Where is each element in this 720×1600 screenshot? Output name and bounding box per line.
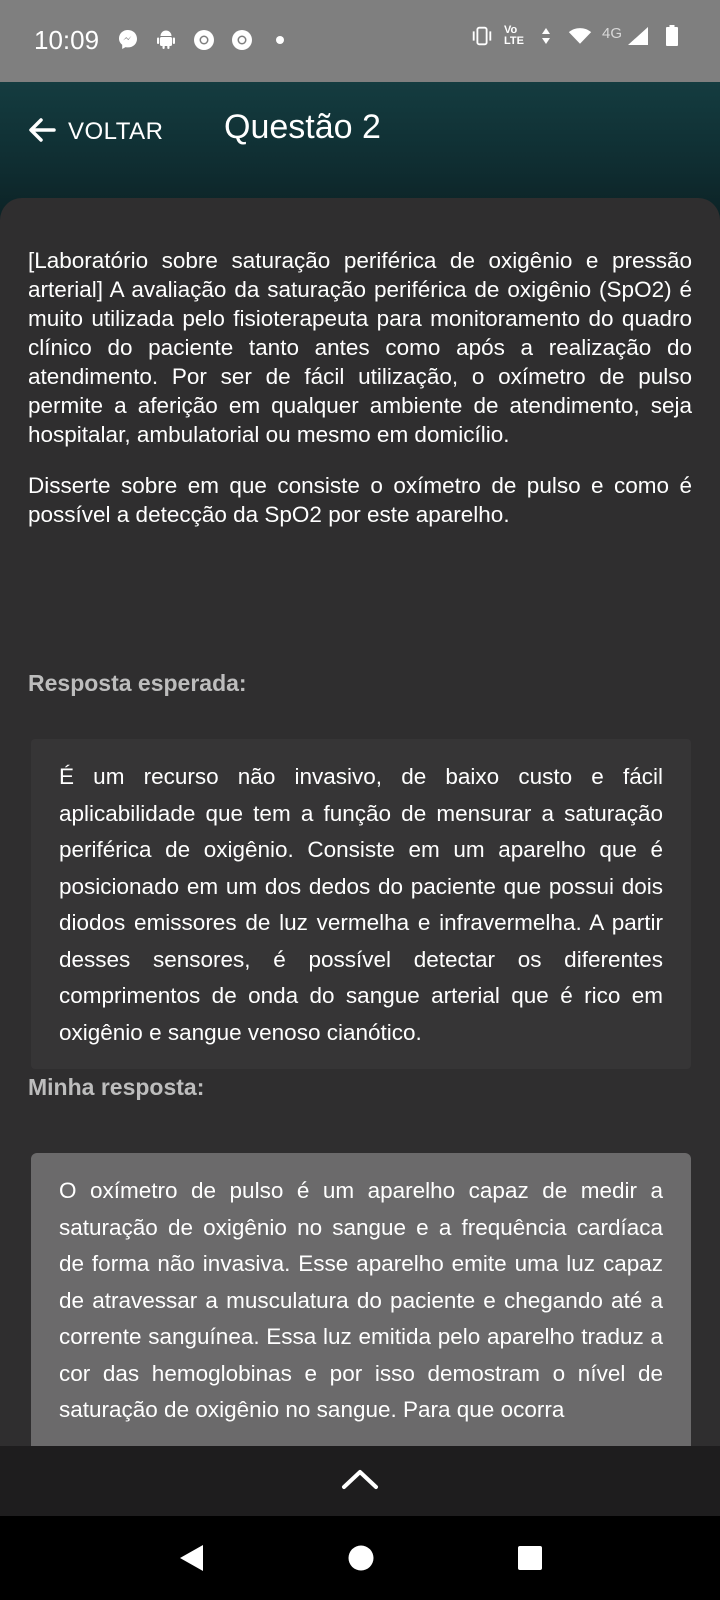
chevron-up-icon[interactable]	[340, 1467, 380, 1496]
back-label: VOLTAR	[68, 118, 164, 145]
status-time: 10:09	[34, 25, 100, 55]
my-answer-label: Minha resposta:	[28, 1074, 205, 1100]
chrome-icon	[192, 28, 216, 52]
vibrate-icon	[470, 24, 494, 48]
volte-indicator	[504, 25, 524, 47]
circle-home-icon	[347, 1544, 375, 1572]
wifi-icon	[568, 24, 592, 48]
battery-icon	[660, 24, 684, 48]
more-notifications-dot-icon	[268, 28, 292, 52]
volte-line1: Vo	[504, 24, 518, 36]
expected-answer-text: É um recurso não invasivo, de baixo custo e fácil aplicabilidade que tem a função de mensurar a saturação periférica de oxigênio. Consiste em um aparelho que é posicionado em um dos dedos do paciente que possui dois diodos emissores de luz vermelha e infravermelha. A partir desses sensores, é possível detectar os diferentes comprimentos de onda do sangue arterial que é rico em oxigênio e sangue venoso cianótico.	[59, 764, 663, 1045]
expected-answer-label: Resposta esperada:	[28, 670, 247, 696]
nav-home-button[interactable]	[341, 1538, 381, 1578]
status-bar	[0, 0, 720, 82]
question-paragraph-1: [Laboratório sobre saturação periférica de oxigênio e pressão arterial] A avaliação da saturação periférica de oxigênio (SpO2) é muito utilizada pelo fisioterapeuta para monitoramento do quadro clínico do paciente tanto antes como após a realização do atendimento. Por ser de fácil utilização, o oxímetro de pulso permite a aferição em qualquer ambiente de atendimento, seja hospitalar, ambulatorial ou mesmo em domicílio.	[28, 248, 692, 447]
chrome-icon	[230, 28, 254, 52]
bottom-expand-bar	[0, 1446, 720, 1516]
page-title: Questão 2	[224, 108, 381, 146]
nav-back-button[interactable]	[172, 1538, 212, 1578]
notification-icons	[116, 28, 292, 52]
arrow-left-icon	[26, 114, 58, 151]
square-recents-icon	[516, 1544, 544, 1572]
system-nav-bar	[0, 1516, 720, 1600]
expected-answer-box	[31, 739, 691, 1069]
question-card[interactable]	[0, 198, 720, 1446]
network-type: 4G	[601, 24, 622, 42]
triangle-back-icon	[178, 1543, 206, 1573]
system-status-icons	[470, 24, 684, 48]
android-icon	[154, 28, 178, 52]
my-answer-box[interactable]	[31, 1153, 691, 1493]
data-arrows-icon	[534, 24, 558, 48]
nav-recents-button[interactable]	[510, 1538, 550, 1578]
my-answer-text: O oxímetro de pulso é um aparelho capaz de medir a saturação de oxigênio no sangue e a frequência cardíaca de forma não invasiva. Esse aparelho emite uma luz capaz de atravessar a musculatura do paciente e chegando até a corrente sanguínea. Essa luz emitida pelo aparelho traduz a cor das hemoglobinas e por isso demostram o nível de saturação de oxigênio no sangue. Para que ocorra	[59, 1178, 663, 1422]
question-paragraph-2: Disserte sobre em que consiste o oxímetro de pulso e como é possível a detecção da SpO2 por este aparelho.	[28, 473, 692, 527]
volte-line2: LTE	[504, 35, 524, 47]
back-button[interactable]	[26, 112, 163, 152]
question-text	[28, 246, 692, 551]
cell-signal-icon	[626, 24, 650, 48]
messenger-icon	[116, 28, 140, 52]
